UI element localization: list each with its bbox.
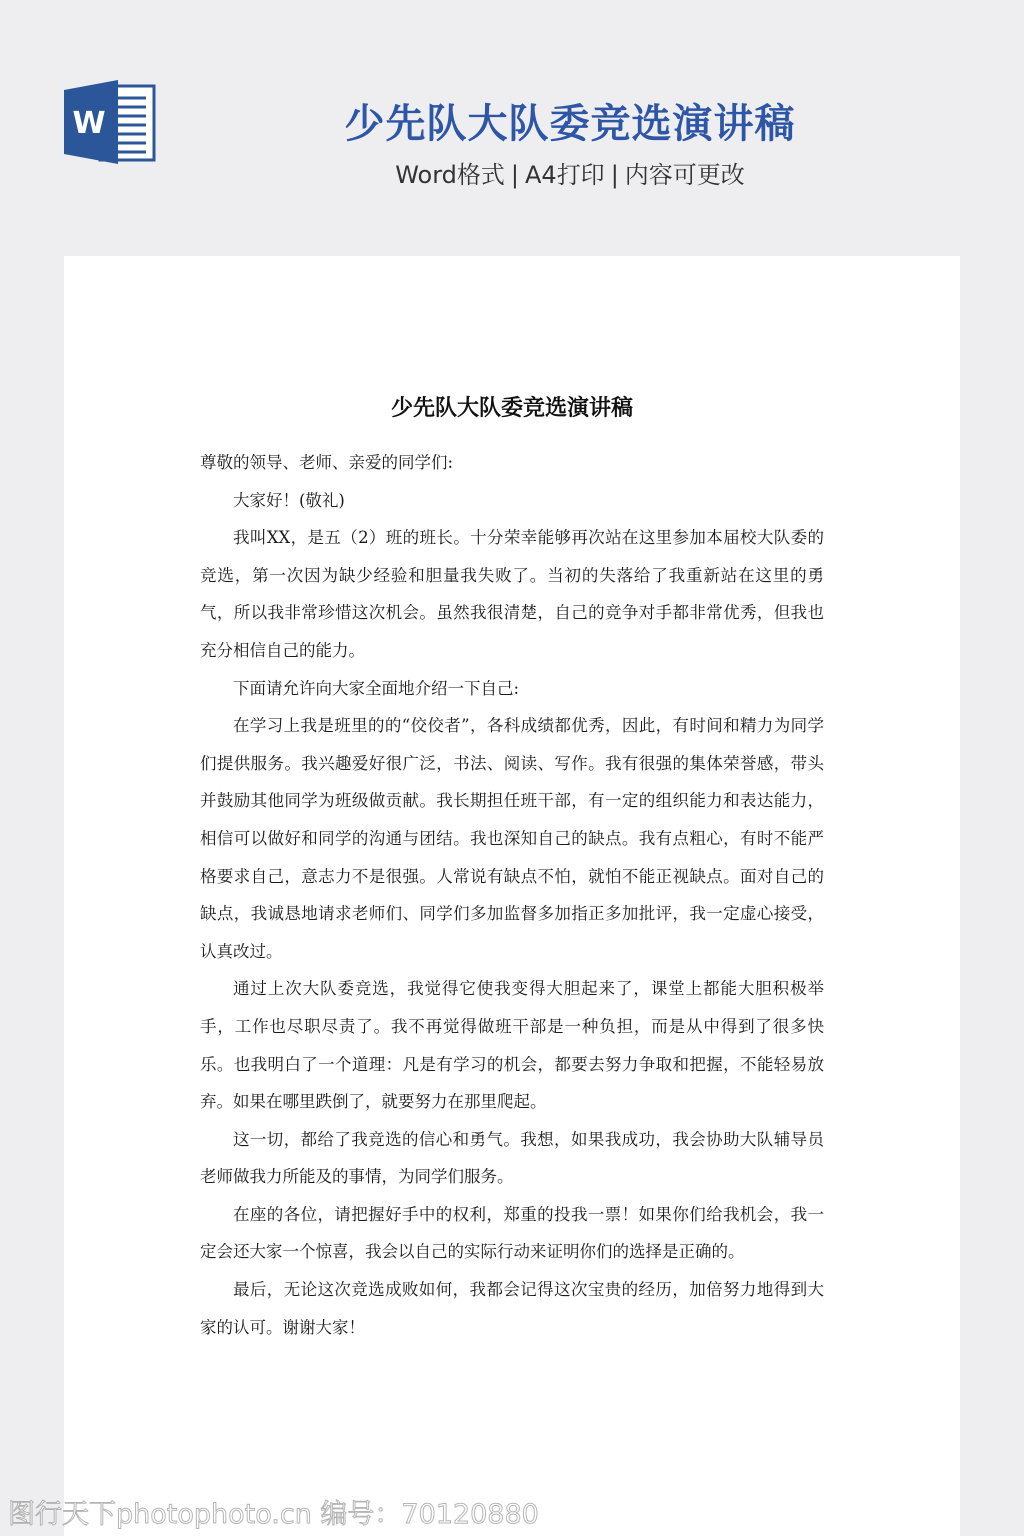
- document-page: [64, 256, 960, 1536]
- paragraph: 在学习上我是班里的的“佼佼者”，各科成绩都优秀，因此，有时间和精力为同学们提供服务。我兴趣爱好很广泛，书法、阅读、写作。我有很强的集体荣誉感，带头并鼓励其他同学为班级做贡献。我长期担任班干部，有一定的组织能力和表达能力，相信可以做好和同学的沟通与团结。我也深知自己的缺点。我有点粗心，有时不能严格要求自己，意志力不是很强。人常说有缺点不怕，就怕不能正视缺点。面对自己的缺点，我诚恳地请求老师们、同学们多加监督多加指正多加批评，我一定虚心接受，认真改过。: [200, 716, 824, 961]
- paragraph: 在座的各位，请把握好手中的权利，郑重的投我一票！如果你们给我机会，我一定会还大家一个惊喜，我会以自己的实际行动来证明你们的选择是正确的。: [200, 1204, 824, 1262]
- editable-label: 内容可更改: [624, 161, 745, 189]
- header-banner: [0, 0, 1024, 256]
- paragraph: 我叫XX，是五（2）班的班长。十分荣幸能够再次站在这里参加本届校大队委的竞选，第一次因为缺少经验和胆量我失败了。当初的失落给了我重新站在这里的勇气，所以我非常珍惜这次机会。虽然我很清楚，自己的竞争对手都非常优秀，但我也充分相信自己的能力。: [200, 528, 824, 660]
- watermark: 图行天下photophoto.cn 编号：70120880: [8, 1499, 539, 1530]
- word-logo-letter: W: [72, 106, 106, 141]
- greeting: 尊敬的领导、老师、亲爱的同学们:: [200, 453, 454, 472]
- separator: |: [510, 161, 519, 189]
- paragraph: 大家好！(敬礼): [233, 490, 345, 510]
- header-subtitle: [300, 155, 840, 190]
- word-icon: [64, 80, 156, 164]
- document-title: 少先队大队委竞选演讲稿: [390, 395, 633, 421]
- print-label: A4打印: [525, 161, 605, 189]
- paragraph: 最后，无论这次竞选成败如何，我都会记得这次宝贵的经历，加倍努力地得到大家的认可。谢谢大家！: [200, 1280, 824, 1337]
- format-label: Word格式: [395, 161, 505, 189]
- header-title: 少先队大队委竞选演讲稿: [344, 101, 796, 147]
- separator: |: [610, 161, 619, 189]
- document-body: [200, 444, 824, 1346]
- paragraph: 通过上次大队委竞选，我觉得它使我变得大胆起来了，课堂上都能大胆积极举手，工作也尽职尽责了。我不再觉得做班干部是一种负担，而是从中得到了很多快乐。也我明白了一个道理：凡是有学习的机会，都要去努力争取和把握，不能轻易放弃。如果在哪里跌倒了，就要努力在那里爬起。: [200, 979, 824, 1112]
- paragraph: 这一切，都给了我竞选的信心和勇气。我想，如果我成功，我会协助大队辅导员老师做我力所能及的事情，为同学们服务。: [200, 1129, 824, 1187]
- paragraph: 下面请允许向大家全面地介绍一下自己:: [233, 678, 520, 698]
